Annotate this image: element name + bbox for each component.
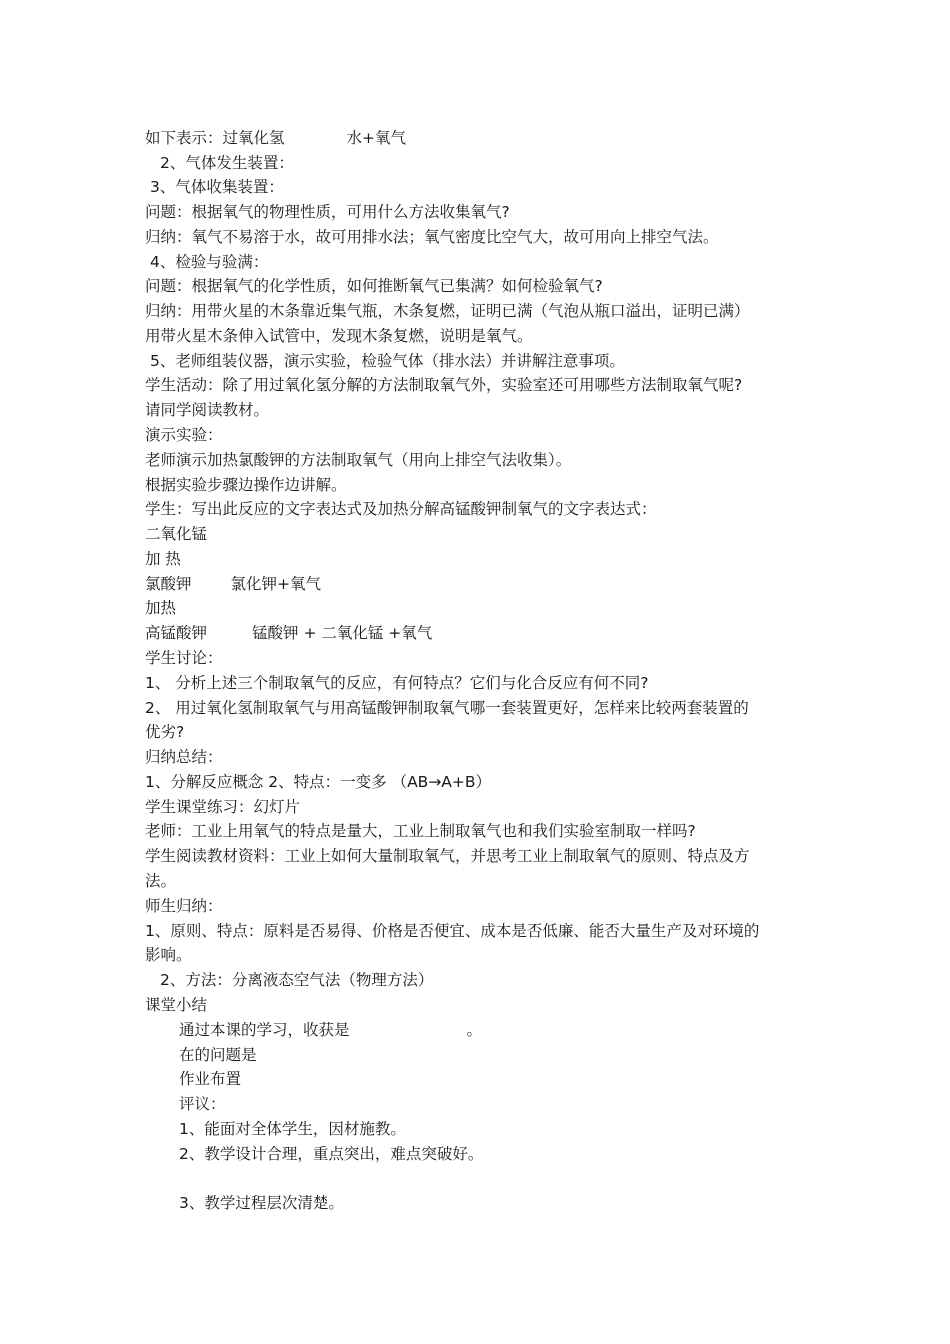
text-line: 归纳：氧气不易溶于水，故可用排水法；氧气密度比空气大，故可用向上排空气法。 [145,228,719,246]
text-line [145,573,321,595]
text-line: 1、能面对全体学生，因材施教。 [179,1120,406,1138]
text-line [145,127,406,149]
text-line [179,1019,482,1041]
text-line: 老师：工业上用氧气的特点是量大，工业上制取氧气也和我们实验室制取一样吗? [145,822,696,840]
text-line: 3、气体收集装置： [150,178,284,196]
text-line: 问题：根据氧气的化学性质，如何推断氧气已集满？如何检验氧气? [145,277,603,295]
text-line: 1、分解反应概念 2、特点：一变多 （AB→A+B） [145,773,492,791]
text-line: 4、检验与验满： [150,253,269,271]
text-line: 二氧化锰 [145,525,208,543]
text-line: 加热 [145,599,177,617]
text-line: 根据实验步骤边操作边讲解。 [145,476,347,494]
text-segment: 高锰酸钾 [145,624,208,642]
text-line: 影响。 [145,946,192,964]
text-line: 演示实验： [145,426,223,444]
text-segment: 水+氧气 [346,129,407,147]
text-line: 3、教学过程层次清楚。 [179,1194,344,1212]
text-line: 2、气体发生装置： [160,154,294,172]
text-segment: 氯酸钾 [145,575,192,593]
text-line: 法。 [145,872,177,890]
text-line: 归纳总结： [145,748,223,766]
text-line: 归纳：用带火星的木条靠近集气瓶，木条复燃，证明已满（气泡从瓶口溢出，证明已满） [145,302,750,320]
text-line: 作业布置 [179,1070,242,1088]
text-line: 学生活动：除了用过氧化氢分解的方法制取氧气外，实验室还可用哪些方法制取氧气呢? [145,376,743,394]
text-line: 优劣? [145,723,185,741]
text-line: 用带火星木条伸入试管中，发现木条复燃，说明是氧气。 [145,327,533,345]
text-segment: 氯化钾+氧气 [230,575,322,593]
text-line [145,622,432,644]
text-line: 课堂小结 [145,996,208,1014]
text-segment: 如下表示：过氧化氢 [145,129,285,147]
text-line: 2、方法：分离液态空气法（物理方法） [160,971,434,989]
text-line: 老师演示加热氯酸钾的方法制取氧气（用向上排空气法收集）。 [145,451,572,469]
text-line: 1、原则、特点：原料是否易得、价格是否便宜、成本是否低廉、能否大量生产及对环境的 [145,922,760,940]
text-line: 学生阅读教材资料：工业上如何大量制取氧气，并思考工业上制取氧气的原则、特点及方 [145,847,750,865]
text-line: 师生归纳： [145,897,223,915]
text-line: 学生课堂练习：幻灯片 [145,798,301,816]
text-segment: 锰酸钾 + 二氧化锰 +氧气 [252,624,433,642]
text-line: 2、 用过氧化氢制取氧气与用高锰酸钾制取氧气哪一套装置更好，怎样来比较两套装置的 [145,699,749,717]
text-segment: 。 [466,1021,483,1039]
text-line: 5、老师组装仪器，演示实验，检验气体（排水法）并讲解注意事项。 [150,352,625,370]
text-line: 问题：根据氧气的物理性质，可用什么方法收集氧气? [145,203,510,221]
text-line: 2、教学设计合理，重点突出，难点突破好。 [179,1145,484,1163]
text-line: 学生讨论： [145,649,223,667]
text-line: 1、 分析上述三个制取氧气的反应，有何特点？它们与化合反应有何不同? [145,674,649,692]
text-line: 请同学阅读教材。 [145,401,270,419]
text-line: 加 热 [145,550,181,568]
text-segment: 通过本课的学习，收获是 [179,1021,350,1039]
text-line: 评议： [179,1095,226,1113]
text-line: 在的问题是 [179,1046,257,1064]
text-line: 学生：写出此反应的文字表达式及加热分解高锰酸钾制氧气的文字表达式： [145,500,657,518]
